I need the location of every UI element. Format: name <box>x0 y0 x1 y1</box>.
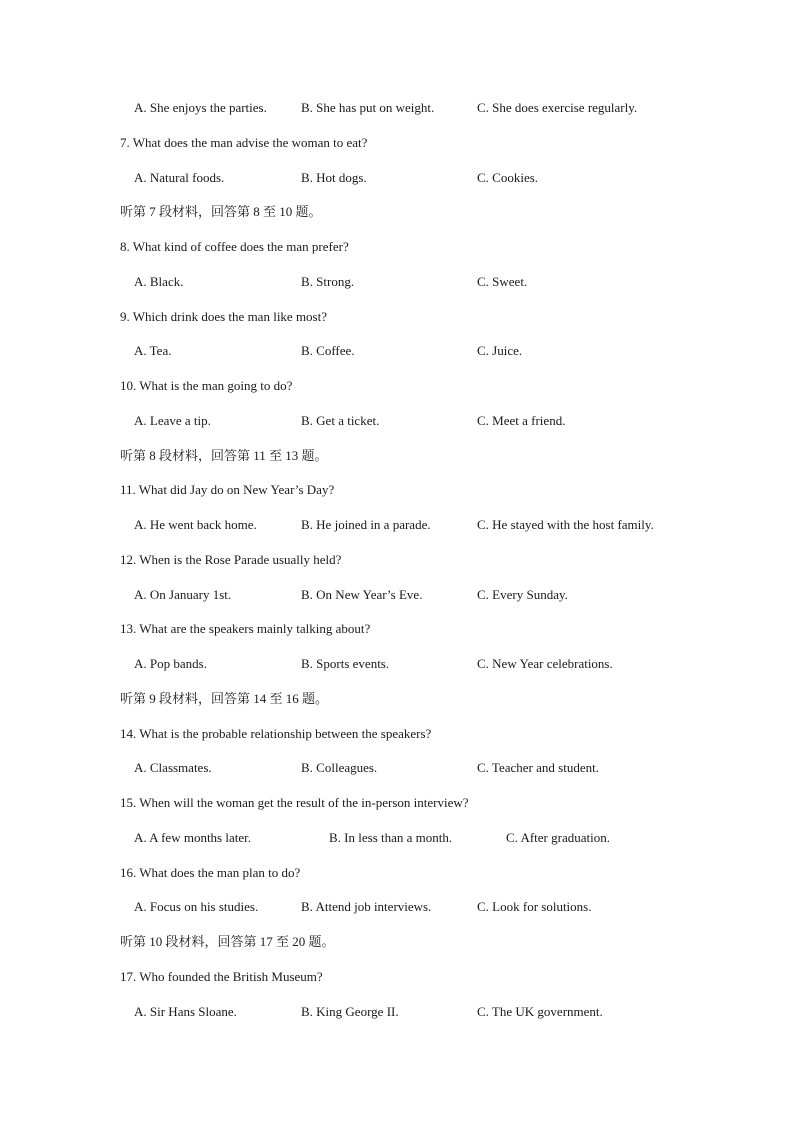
options-row <box>0 168 794 188</box>
option-c: C. Look for solutions. <box>477 899 592 914</box>
question-text: 9. Which drink does the man like most? <box>120 309 327 324</box>
question-text: 7. What does the man advise the woman to eat? <box>120 135 368 150</box>
option-b: B. Hot dogs. <box>301 170 367 185</box>
option-c: C. After graduation. <box>506 830 610 845</box>
option-c: C. Juice. <box>477 343 523 358</box>
options-row <box>0 98 794 118</box>
options-row <box>0 341 794 361</box>
options-row <box>0 758 794 778</box>
option-c: C. Meet a friend. <box>477 413 566 428</box>
option-c: C. She does exercise regularly. <box>477 100 638 115</box>
option-b: B. He joined in a parade. <box>301 517 431 532</box>
option-c: C. Teacher and student. <box>477 760 599 775</box>
option-b: B. King George II. <box>301 1004 399 1019</box>
options-row <box>0 585 794 605</box>
section-heading: 听第 8 段材料，回答第 11 至 13 题。 <box>120 448 328 463</box>
option-a: A. Tea. <box>134 343 172 358</box>
options-row <box>0 272 794 292</box>
options-row <box>0 411 794 431</box>
option-a: A. Classmates. <box>134 760 212 775</box>
question-text: 8. What kind of coffee does the man prefer? <box>120 239 349 254</box>
option-c: C. New Year celebrations. <box>477 656 613 671</box>
option-a: A. A few months later. <box>134 830 251 845</box>
option-c: C. The UK government. <box>477 1004 603 1019</box>
options-row <box>0 515 794 535</box>
option-a: A. Natural foods. <box>134 170 225 185</box>
question-text: 14. What is the probable relationship between the speakers? <box>120 726 432 741</box>
option-a: A. She enjoys the parties. <box>134 100 267 115</box>
option-a: A. Pop bands. <box>134 656 207 671</box>
options-row <box>0 1002 794 1022</box>
option-c: C. Sweet. <box>477 274 528 289</box>
option-c: C. Cookies. <box>477 170 539 185</box>
option-a: A. Focus on his studies. <box>134 899 259 914</box>
question-text: 15. When will the woman get the result of the in-person interview? <box>120 795 469 810</box>
option-b: B. Colleagues. <box>301 760 378 775</box>
option-b: B. Strong. <box>301 274 355 289</box>
options-row <box>0 654 794 674</box>
section-heading: 听第 10 段材料，回答第 17 至 20 题。 <box>120 934 335 949</box>
option-a: A. On January 1st. <box>134 587 232 602</box>
option-a: A. Leave a tip. <box>134 413 211 428</box>
option-b: B. On New Year’s Eve. <box>301 587 423 602</box>
question-text: 16. What does the man plan to do? <box>120 865 301 880</box>
options-row <box>0 828 794 848</box>
option-a: A. He went back home. <box>134 517 257 532</box>
question-text: 13. What are the speakers mainly talking about? <box>120 621 371 636</box>
options-row <box>0 897 794 917</box>
option-c: C. He stayed with the host family. <box>477 517 654 532</box>
option-b: B. Sports events. <box>301 656 390 671</box>
option-a: A. Black. <box>134 274 184 289</box>
section-heading: 听第 9 段材料，回答第 14 至 16 题。 <box>120 691 329 706</box>
option-b: B. In less than a month. <box>329 830 453 845</box>
question-text: 17. Who founded the British Museum? <box>120 969 323 984</box>
section-heading: 听第 7 段材料，回答第 8 至 10 题。 <box>120 204 322 219</box>
question-text: 11. What did Jay do on New Year’s Day? <box>120 482 335 497</box>
option-c: C. Every Sunday. <box>477 587 568 602</box>
question-text: 12. When is the Rose Parade usually held? <box>120 552 342 567</box>
option-b: B. She has put on weight. <box>301 100 435 115</box>
option-b: B. Get a ticket. <box>301 413 380 428</box>
option-b: B. Attend job interviews. <box>301 899 432 914</box>
question-text: 10. What is the man going to do? <box>120 378 293 393</box>
option-a: A. Sir Hans Sloane. <box>134 1004 237 1019</box>
option-b: B. Coffee. <box>301 343 355 358</box>
